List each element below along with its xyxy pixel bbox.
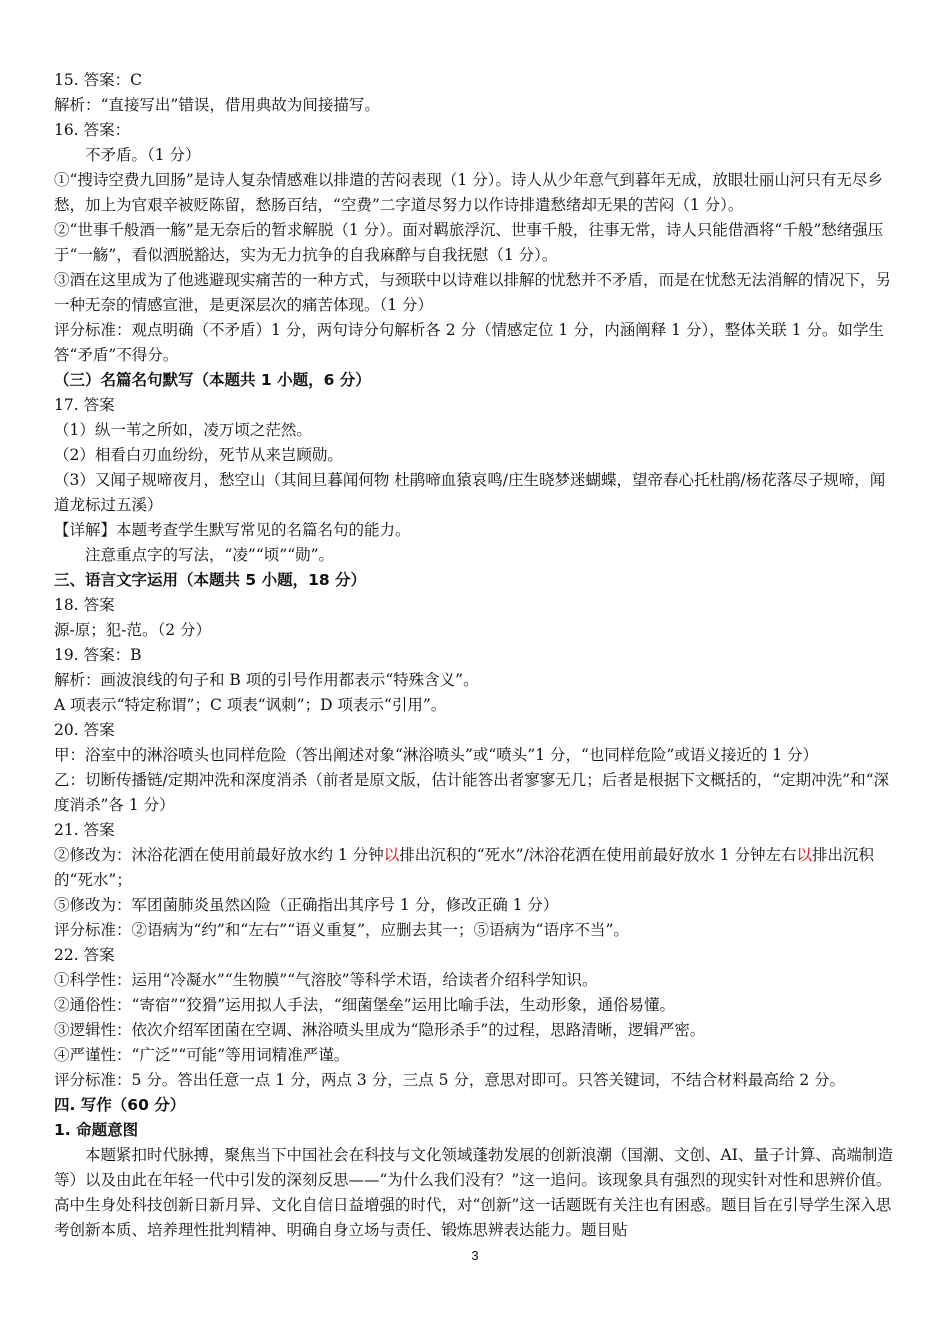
q16-answer-label: 16. 答案： <box>54 121 131 139</box>
q15-analysis: 解析：“直接写出”错误，借用典故为间接描写。 <box>54 96 380 114</box>
q20-answer-label: 20. 答案 <box>54 721 115 739</box>
q20-jia: 甲：浴室中的淋浴喷头也同样危险（答出阐述对象“淋浴喷头”或“喷头”1 分，“也同样危险”或语义接近的 1 分） <box>54 746 819 764</box>
writing-heading: 1. 命题意图 <box>54 1121 139 1139</box>
q17-item-3: （3）又闻子规啼夜月，愁空山（其间旦暮闻何物 杜鹃啼血猿哀鸣/庄生晓梦迷蝴蝶，望帝春心托杜鹃/杨花落尽子规啼，闻道龙标过五溪） <box>54 471 886 514</box>
page-number: 3 <box>471 1248 479 1263</box>
q21-answer-label: 21. 答案 <box>54 821 115 839</box>
q19-answer: 19. 答案：B <box>54 646 142 664</box>
section-3-heading: 三、语言文字运用（本题共 5 小题，18 分） <box>54 571 367 589</box>
q22-point-3: ③逻辑性：依次介绍军团菌在空调、淋浴喷头里成为“隐形杀手”的过程，思路清晰，逻辑严密。 <box>54 1021 706 1039</box>
q16-point-3: ③酒在这里成为了他逃避现实痛苦的一种方式，与颈联中以诗难以排解的忧愁并不矛盾，而是在忧愁无法消解的情况下，另一种无奈的情感宣泄，是更深层次的痛苦体现。（1 分） <box>54 271 892 314</box>
q16-verdict: 不矛盾。（1 分） <box>85 146 201 164</box>
q19-analysis: 解析：画波浪线的句子和 B 项的引号作用都表示“特殊含义”。 <box>54 671 479 689</box>
q21-fix-2-highlight-2: 以 <box>796 846 813 864</box>
q17-item-2: （2）相看白刃血纷纷，死节从来岂顾勋。 <box>54 446 343 464</box>
q17-item-1: （1）纵一苇之所如，凌万顷之茫然。 <box>54 421 312 439</box>
section-3-sub-heading: （三）名篇名句默写（本题共 1 小题，6 分） <box>54 371 371 389</box>
document-body <box>54 68 900 1243</box>
q22-point-4: ④严谨性：“广泛”“可能”等用词精准严谨。 <box>54 1046 350 1064</box>
q15-answer: 15. 答案：C <box>54 71 142 89</box>
q21-fix-5: ⑤修改为：军团菌肺炎虽然凶险（正确指出其序号 1 分，修改正确 1 分） <box>54 896 559 914</box>
q22-answer-label: 22. 答案 <box>54 946 115 964</box>
q21-fix-2-highlight-1: 以 <box>383 846 400 864</box>
q17-answer-label: 17. 答案 <box>54 396 115 414</box>
q16-point-1: ①“搜诗空费九回肠”是诗人复杂情感难以排遣的苦闷表现（1 分）。诗人从少年意气到暮年无成，放眼壮丽山河只有无尽乡愁，加上为官艰辛被贬陈留，愁肠百结，“空费”二字道尽努力以作诗排遣愁绪却无果的苦闷（1 分）。 <box>54 171 883 214</box>
q18-content: 源-原；犯-范。（2 分） <box>54 621 212 639</box>
q17-detail: 【详解】本题考查学生默写常见的名篇名句的能力。 <box>54 521 411 539</box>
q19-options: A 项表示“特定称谓”；C 项表“讽刺”；D 项表示“引用”。 <box>54 696 447 714</box>
q22-point-2: ②通俗性：“寄宿”“狡猾”运用拟人手法，“细菌堡垒”运用比喻手法，生动形象，通俗易懂。 <box>54 996 676 1014</box>
q21-fix-2-part-a: ②修改为：沐浴花洒在使用前最好放水约 1 分钟 <box>54 846 384 864</box>
q18-answer-label: 18. 答案 <box>54 596 115 614</box>
q21-fix-2-part-c: 排出沉积的“死水”； <box>54 846 875 889</box>
q16-scoring: 评分标准：观点明确（不矛盾）1 分，两句诗分句解析各 2 分（情感定位 1 分，内涵阐释 1 分），整体关联 1 分。如学生答“矛盾”不得分。 <box>54 321 884 364</box>
q22-point-1: ①科学性：运用“冷凝水”“生物膜”“气溶胶”等科学术语，给读者介绍科学知识。 <box>54 971 598 989</box>
q20-yi: 乙：切断传播链/定期冲洗和深度消杀（前者是原文版，估计能答出者寥寥无几；后者是根据下文概括的，“定期冲洗”和“深度消杀”各 1 分） <box>54 771 889 814</box>
q22-scoring: 评分标准：5 分。答出任意一点 1 分，两点 3 分，三点 5 分，意思对即可。只答关键词，不结合材料最高给 2 分。 <box>54 1071 846 1089</box>
q21-fix-2-part-b: 排出沉积的“死水”/沐浴花洒在使用前最好放水 1 分钟左右 <box>399 846 797 864</box>
q17-note: 注意重点字的写法，“凌”“顷”“勋”。 <box>85 546 335 564</box>
section-4-heading: 四. 写作（60 分） <box>54 1096 186 1114</box>
writing-body: 本题紧扣时代脉搏，聚焦当下中国社会在科技与文化领域蓬勃发展的创新浪潮（国潮、文创、AI、量子计算、高端制造等）以及由此在年轻一代中引发的深刻反思——“为什么我们没有？”这一追问。该现象具有强烈的现实针对性和思辨价值。高中生身处科技创新日新月异、文化自信日益增强的时代，对“创新”这一话题既有关注也有困惑。题目旨在引导学生深入思考创新本质、培养理性批判精神、明确自身立场与责任、锻炼思辨表达能力。题目贴 <box>54 1146 893 1239</box>
q21-scoring: 评分标准：②语病为“约”和“左右”“语义重复”，应删去其一；⑤语病为“语序不当”。 <box>54 921 629 939</box>
q21-fix-2 <box>54 843 900 893</box>
q16-point-2: ②“世事千般酒一觞”是无奈后的暂求解脱（1 分）。面对羁旅浮沉、世事千般，往事无常，诗人只能借酒将“千般”愁绪强压于“一觞”，看似洒脱豁达，实为无力抗争的自我麻醉与自我抚慰（1 分）。 <box>54 221 884 264</box>
